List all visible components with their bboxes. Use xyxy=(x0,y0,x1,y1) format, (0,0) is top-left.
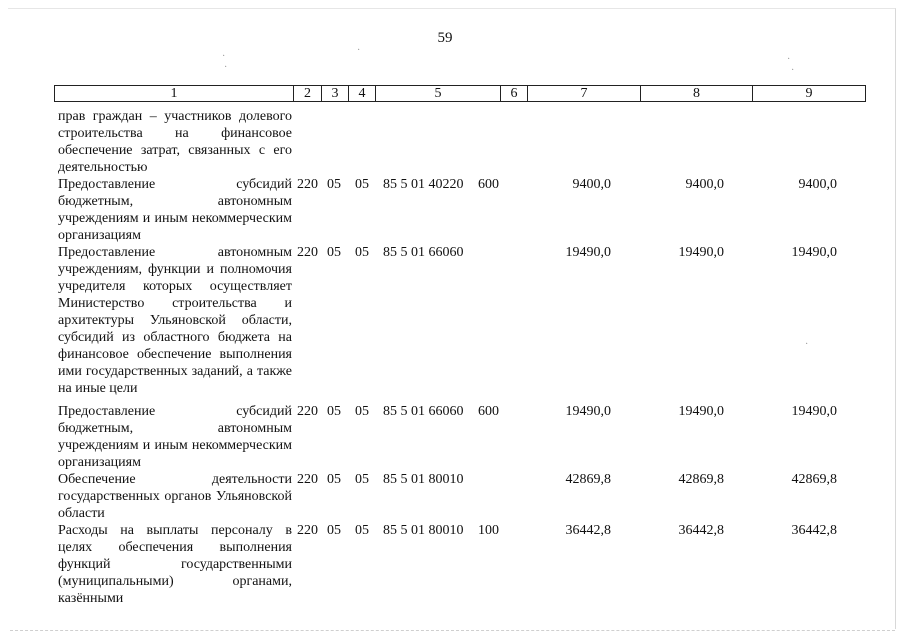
cell-ministry: 220 xyxy=(297,177,318,192)
cell-subsection: 05 xyxy=(355,404,369,419)
row-description: Предоставление субсидий бюджетным, автономным учреждениям и иным некоммерческим организациям xyxy=(58,177,292,243)
cell-target-article: 85 5 01 40220 xyxy=(383,177,464,192)
cell-amount-col8: 19490,0 xyxy=(678,404,724,419)
cell-amount-col8: 42869,8 xyxy=(678,472,724,487)
cell-amount-col9: 36442,8 xyxy=(791,523,837,538)
cell-amount-col8: 19490,0 xyxy=(678,245,724,260)
cell-amount-col9: 19490,0 xyxy=(791,245,837,260)
cell-subsection: 05 xyxy=(355,523,369,538)
cell-amount-col8: 36442,8 xyxy=(678,523,724,538)
scan-speck: · xyxy=(357,45,361,56)
cell-ministry: 220 xyxy=(297,245,318,260)
cell-amount-col8: 9400,0 xyxy=(685,177,724,192)
cell-section: 05 xyxy=(327,472,341,487)
cell-amount-col7: 42869,8 xyxy=(565,472,611,487)
header-col-2: 2 xyxy=(294,86,322,101)
scan-speck: · xyxy=(787,54,791,65)
cell-amount-col7: 36442,8 xyxy=(565,523,611,538)
header-col-1: 1 xyxy=(55,86,294,101)
cell-section: 05 xyxy=(327,523,341,538)
row-description: Предоставление автономным учреждениям, функции и полномочия учредителя которых осуществляет Министерство строительства и архитектуры Ульяновской области, субсидий из областного бюджета на финансовое обеспечение выполнения ими государственных заданий, а также на иные цели xyxy=(58,245,292,396)
cell-expense-type: 600 xyxy=(478,177,499,192)
scan-speck: · xyxy=(222,51,226,62)
scan-speck: · xyxy=(224,62,228,73)
cell-target-article: 85 5 01 80010 xyxy=(383,472,464,487)
header-col-8: 8 xyxy=(641,86,753,101)
header-col-6: 6 xyxy=(501,86,528,101)
scan-edge-line xyxy=(10,630,895,631)
cell-section: 05 xyxy=(327,404,341,419)
row-description: Предоставление субсидий бюджетным, автономным учреждениям и иным некоммерческим организациям xyxy=(58,404,292,470)
table-header-row xyxy=(54,85,866,102)
page-number: 59 xyxy=(437,30,453,46)
cell-target-article: 85 5 01 80010 xyxy=(383,523,464,538)
row-description: прав граждан – участников долевого строительства на финансовое обеспечение затрат, связанных с его деятельностью xyxy=(58,109,292,175)
cell-amount-col7: 19490,0 xyxy=(565,245,611,260)
row-description: Расходы на выплаты персоналу в целях обеспечения выполнения функций государственными (муниципальными) органами, казёнными xyxy=(58,523,292,606)
cell-amount-col9: 42869,8 xyxy=(791,472,837,487)
cell-subsection: 05 xyxy=(355,245,369,260)
cell-ministry: 220 xyxy=(297,404,318,419)
row-description: Обеспечение деятельности государственных органов Ульяновской области xyxy=(58,472,292,521)
cell-subsection: 05 xyxy=(355,472,369,487)
cell-amount-col9: 19490,0 xyxy=(791,404,837,419)
header-col-7: 7 xyxy=(528,86,641,101)
cell-ministry: 220 xyxy=(297,523,318,538)
cell-expense-type: 100 xyxy=(478,523,499,538)
header-col-9: 9 xyxy=(805,86,813,101)
cell-expense-type: 600 xyxy=(478,404,499,419)
scan-speck: · xyxy=(791,65,795,76)
cell-subsection: 05 xyxy=(355,177,369,192)
cell-amount-col7: 19490,0 xyxy=(565,404,611,419)
scan-speck: · xyxy=(805,339,809,350)
header-col-5: 5 xyxy=(376,86,501,101)
cell-amount-col7: 9400,0 xyxy=(572,177,611,192)
cell-amount-col9: 9400,0 xyxy=(798,177,837,192)
cell-ministry: 220 xyxy=(297,472,318,487)
header-col-4: 4 xyxy=(349,86,376,101)
header-col-3: 3 xyxy=(322,86,349,101)
cell-target-article: 85 5 01 66060 xyxy=(383,404,464,419)
cell-target-article: 85 5 01 66060 xyxy=(383,245,464,260)
cell-section: 05 xyxy=(327,177,341,192)
cell-section: 05 xyxy=(327,245,341,260)
